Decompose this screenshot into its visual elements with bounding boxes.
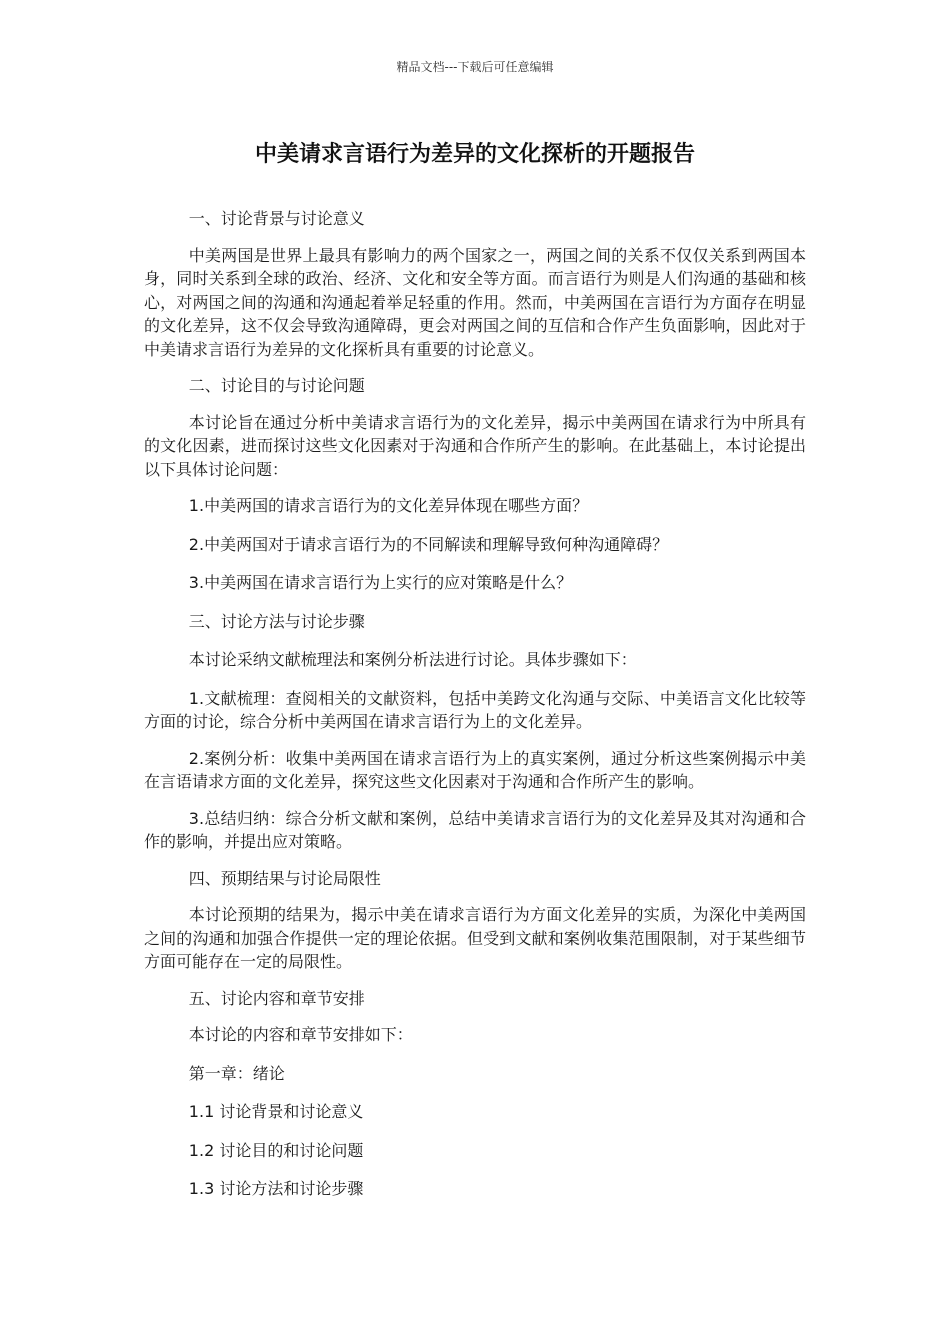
list-item-question-1: 1.中美两国的请求言语行为的文化差异体现在哪些方面？: [188, 496, 589, 515]
section-heading-purpose: 二、讨论目的与讨论问题: [188, 376, 365, 395]
section-heading-results: 四、预期结果与讨论局限性: [188, 868, 381, 888]
toc-item-1-2: 1.2 讨论目的和讨论问题: [188, 1140, 364, 1160]
document-body: [144, 207, 806, 1216]
paragraph-method: 本讨论采纳文献梳理法和案例分析法进行讨论。具体步骤如下：: [188, 650, 637, 669]
list-item-step-3: 3.总结归纳：综合分析文献和案例，总结中美请求言语行为的文化差异及其对沟通和合作的影响，并提出应对策略。: [144, 808, 806, 851]
list-item-step-2: 2.案例分析：收集中美两国在请求言语行为上的真实案例，通过分析这些案例揭示中美在言语请求方面的文化差异，探究这些文化因素对于沟通和合作所产生的影响。: [144, 748, 806, 791]
header-note: 精品文档---下载后可任意编辑: [396, 60, 554, 74]
paragraph-background: 中美两国是世界上最具有影响力的两个国家之一，两国之间的关系不仅仅关系到两国本身，同时关系到全球的政治、经济、文化和安全等方面。而言语行为则是人们沟通的基础和核心，对两国之间的沟通和沟通起着举足轻重的作用。然而，中美两国在言语行为方面存在明显的文化差异，这不仅会导致沟通障碍，更会对两国之间的互信和合作产生负面影响，因此对于中美请求言语行为差异的文化探析具有重要的讨论意义。: [144, 245, 806, 359]
list-item-step-1: 1.文献梳理：查阅相关的文献资料，包括中美跨文化沟通与交际、中美语言文化比较等方面的讨论，综合分析中美两国在请求言语行为上的文化差异。: [144, 688, 806, 731]
list-item-question-2: 2.中美两国对于请求言语行为的不同解读和理解导致何种沟通障碍？: [188, 534, 669, 554]
section-heading-method: 三、讨论方法与讨论步骤: [188, 611, 365, 631]
toc-item-1-3: 1.3 讨论方法和讨论步骤: [188, 1179, 364, 1198]
paragraph-results: 本讨论预期的结果为，揭示中美在请求言语行为方面文化差异的实质，为深化中美两国之间的沟通和加强合作提供一定的理论依据。但受到文献和案例收集范围限制，对于某些细节方面可能存在一定的局限性。: [144, 905, 806, 971]
section-heading-contents: 五、讨论内容和章节安排: [188, 988, 365, 1008]
toc-item-1-1: 1.1 讨论背景和讨论意义: [188, 1102, 364, 1121]
section-heading-background: 一、讨论背景与讨论意义: [188, 209, 365, 228]
list-item-question-3: 3.中美两国在请求言语行为上实行的应对策略是什么？: [188, 573, 573, 592]
paragraph-contents: 本讨论的内容和章节安排如下：: [188, 1025, 413, 1044]
paragraph-purpose: 本讨论旨在通过分析中美请求言语行为的文化差异，揭示中美两国在请求行为中所具有的文化因素，进而探讨这些文化因素对于沟通和合作所产生的影响。在此基础上，本讨论提出以下具体讨论问题：: [144, 412, 806, 479]
document-title: 中美请求言语行为差异的文化探析的开题报告: [254, 142, 695, 167]
chapter-heading: 第一章：绪论: [188, 1063, 285, 1083]
